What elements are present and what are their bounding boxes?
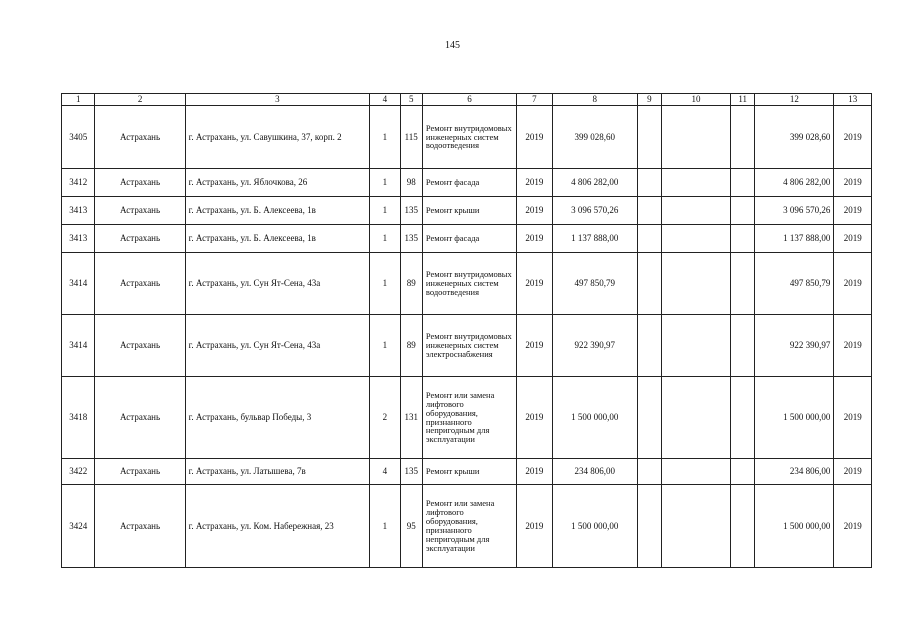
col-7-year: 2019: [517, 459, 552, 485]
address: г. Астрахань, бульвар Победы, 3: [185, 377, 370, 459]
col-9-amount: [637, 459, 661, 485]
table-row: [62, 197, 872, 225]
col-8-amount: 399 028,60: [552, 106, 637, 169]
record-number: 3414: [62, 315, 95, 377]
col-8-amount: 3 096 570,26: [552, 197, 637, 225]
col-5-value: 98: [400, 169, 422, 197]
col-7-year: 2019: [517, 106, 552, 169]
col-4-value: 1: [370, 253, 400, 315]
city: Астрахань: [95, 225, 185, 253]
col-8-amount: 1 500 000,00: [552, 485, 637, 568]
col-7-year: 2019: [517, 197, 552, 225]
col-12-amount: 922 390,97: [755, 315, 834, 377]
col-11-amount: [731, 106, 755, 169]
col-8-amount: 234 806,00: [552, 459, 637, 485]
address: г. Астрахань, ул. Яблочкова, 26: [185, 169, 370, 197]
col-11-amount: [731, 377, 755, 459]
table-row: [62, 225, 872, 253]
col-5-value: 95: [400, 485, 422, 568]
address: г. Астрахань, ул. Сун Ят-Сена, 43а: [185, 315, 370, 377]
col-10-amount: [662, 225, 731, 253]
work-type: Ремонт внутридомовых инженерных систем электроснабжения: [422, 315, 516, 377]
address: г. Астрахань, ул. Савушкина, 37, корп. 2: [185, 106, 370, 169]
col-12-amount: 399 028,60: [755, 106, 834, 169]
col-4-value: 1: [370, 485, 400, 568]
record-number: 3413: [62, 225, 95, 253]
col-9-amount: [637, 315, 661, 377]
col-4-value: 1: [370, 315, 400, 377]
column-number-cell: 4: [370, 94, 400, 106]
col-4-value: 4: [370, 459, 400, 485]
table-row: [62, 315, 872, 377]
col-11-amount: [731, 459, 755, 485]
table-row: [62, 169, 872, 197]
col-13-year: 2019: [834, 459, 872, 485]
record-number: 3422: [62, 459, 95, 485]
col-5-value: 115: [400, 106, 422, 169]
column-number-cell: 12: [755, 94, 834, 106]
col-8-amount: 1 500 000,00: [552, 377, 637, 459]
col-4-value: 1: [370, 225, 400, 253]
work-type: Ремонт крыши: [422, 459, 516, 485]
col-13-year: 2019: [834, 377, 872, 459]
address: г. Астрахань, ул. Б. Алексеева, 1в: [185, 197, 370, 225]
work-type: Ремонт внутридомовых инженерных систем водоотведения: [422, 253, 516, 315]
col-4-value: 1: [370, 197, 400, 225]
col-7-year: 2019: [517, 169, 552, 197]
city: Астрахань: [95, 377, 185, 459]
column-number-cell: 13: [834, 94, 872, 106]
city: Астрахань: [95, 169, 185, 197]
record-number: 3405: [62, 106, 95, 169]
city: Астрахань: [95, 253, 185, 315]
col-10-amount: [662, 315, 731, 377]
col-11-amount: [731, 485, 755, 568]
col-8-amount: 497 850,79: [552, 253, 637, 315]
table-row: [62, 377, 872, 459]
col-10-amount: [662, 169, 731, 197]
col-9-amount: [637, 253, 661, 315]
address: г. Астрахань, ул. Латышева, 7в: [185, 459, 370, 485]
address: г. Астрахань, ул. Сун Ят-Сена, 43а: [185, 253, 370, 315]
column-number-cell: 7: [517, 94, 552, 106]
col-12-amount: 1 500 000,00: [755, 485, 834, 568]
col-12-amount: 234 806,00: [755, 459, 834, 485]
col-13-year: 2019: [834, 315, 872, 377]
record-number: 3414: [62, 253, 95, 315]
work-type: Ремонт или замена лифтового оборудования, признанного непригодным для эксплуатации: [422, 485, 516, 568]
col-5-value: 135: [400, 225, 422, 253]
column-number-cell: 10: [662, 94, 731, 106]
col-9-amount: [637, 485, 661, 568]
city: Астрахань: [95, 485, 185, 568]
table-row: [62, 253, 872, 315]
work-type: Ремонт фасада: [422, 225, 516, 253]
col-12-amount: 1 137 888,00: [755, 225, 834, 253]
record-number: 3424: [62, 485, 95, 568]
col-13-year: 2019: [834, 197, 872, 225]
col-11-amount: [731, 225, 755, 253]
col-5-value: 135: [400, 459, 422, 485]
repair-register-table: [61, 93, 872, 568]
col-4-value: 2: [370, 377, 400, 459]
col-10-amount: [662, 459, 731, 485]
column-number-row: [62, 94, 872, 106]
col-10-amount: [662, 253, 731, 315]
city: Астрахань: [95, 197, 185, 225]
col-7-year: 2019: [517, 485, 552, 568]
col-13-year: 2019: [834, 225, 872, 253]
col-12-amount: 1 500 000,00: [755, 377, 834, 459]
col-13-year: 2019: [834, 485, 872, 568]
col-8-amount: 1 137 888,00: [552, 225, 637, 253]
col-9-amount: [637, 106, 661, 169]
column-number-cell: 9: [637, 94, 661, 106]
address: г. Астрахань, ул. Ком. Набережная, 23: [185, 485, 370, 568]
col-11-amount: [731, 197, 755, 225]
col-9-amount: [637, 377, 661, 459]
col-10-amount: [662, 485, 731, 568]
col-5-value: 89: [400, 315, 422, 377]
record-number: 3413: [62, 197, 95, 225]
city: Астрахань: [95, 106, 185, 169]
record-number: 3412: [62, 169, 95, 197]
col-8-amount: 922 390,97: [552, 315, 637, 377]
col-10-amount: [662, 197, 731, 225]
col-4-value: 1: [370, 106, 400, 169]
col-4-value: 1: [370, 169, 400, 197]
table-row: [62, 459, 872, 485]
col-7-year: 2019: [517, 315, 552, 377]
col-7-year: 2019: [517, 225, 552, 253]
col-11-amount: [731, 169, 755, 197]
col-13-year: 2019: [834, 169, 872, 197]
column-number-cell: 8: [552, 94, 637, 106]
column-number-cell: 2: [95, 94, 185, 106]
col-5-value: 135: [400, 197, 422, 225]
column-number-cell: 1: [62, 94, 95, 106]
work-type: Ремонт или замена лифтового оборудования, признанного непригодным для эксплуатации: [422, 377, 516, 459]
col-11-amount: [731, 253, 755, 315]
record-number: 3418: [62, 377, 95, 459]
work-type: Ремонт крыши: [422, 197, 516, 225]
column-number-cell: 3: [185, 94, 370, 106]
col-12-amount: 4 806 282,00: [755, 169, 834, 197]
col-13-year: 2019: [834, 253, 872, 315]
table-row: [62, 485, 872, 568]
work-type: Ремонт фасада: [422, 169, 516, 197]
col-8-amount: 4 806 282,00: [552, 169, 637, 197]
col-12-amount: 3 096 570,26: [755, 197, 834, 225]
col-9-amount: [637, 225, 661, 253]
col-5-value: 89: [400, 253, 422, 315]
address: г. Астрахань, ул. Б. Алексеева, 1в: [185, 225, 370, 253]
city: Астрахань: [95, 459, 185, 485]
col-5-value: 131: [400, 377, 422, 459]
column-number-cell: 6: [422, 94, 516, 106]
table-row: [62, 106, 872, 169]
page-number: 145: [445, 40, 460, 51]
work-type: Ремонт внутридомовых инженерных систем водоотведения: [422, 106, 516, 169]
col-10-amount: [662, 106, 731, 169]
col-9-amount: [637, 197, 661, 225]
col-11-amount: [731, 315, 755, 377]
col-13-year: 2019: [834, 106, 872, 169]
col-7-year: 2019: [517, 253, 552, 315]
col-10-amount: [662, 377, 731, 459]
column-number-cell: 5: [400, 94, 422, 106]
column-number-cell: 11: [731, 94, 755, 106]
city: Астрахань: [95, 315, 185, 377]
col-9-amount: [637, 169, 661, 197]
col-7-year: 2019: [517, 377, 552, 459]
col-12-amount: 497 850,79: [755, 253, 834, 315]
